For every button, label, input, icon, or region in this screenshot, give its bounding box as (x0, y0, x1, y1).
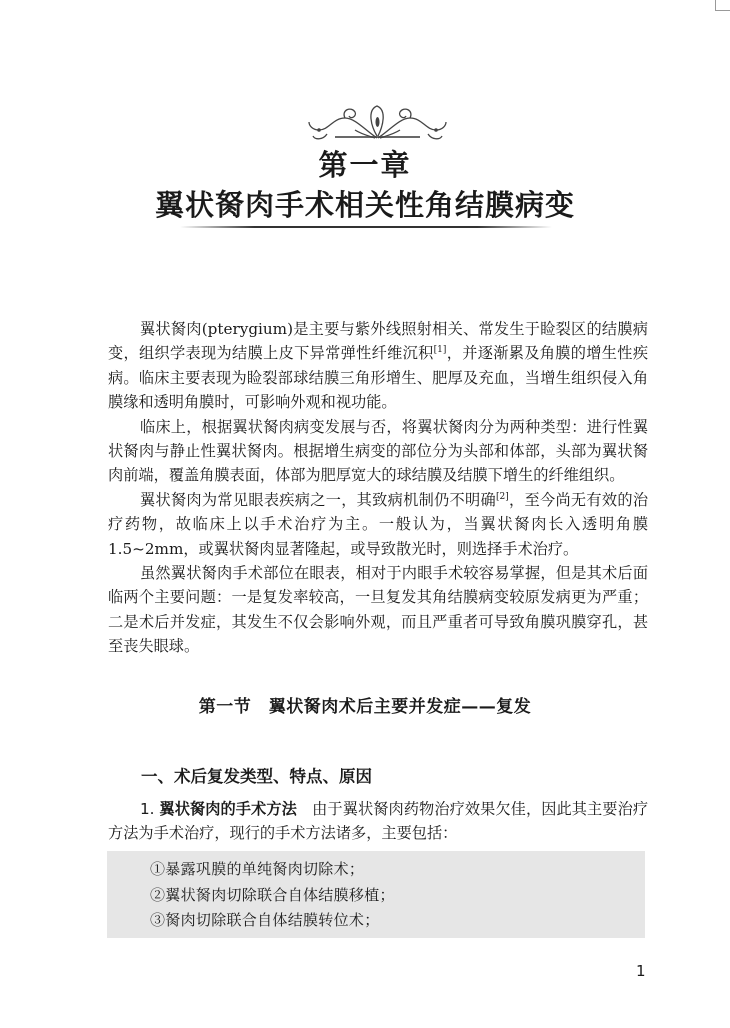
citation-ref[interactable]: [1] (433, 345, 447, 356)
body-text (108, 317, 648, 659)
paragraph-complications: 虽然翼状胬肉手术部位在眼表，相对于内眼手术较容易掌握，但是其术后面临两个主要问题：一是复发率较高，一旦复发其角结膜病变较原发病更为严重；二是术后并发症，其发生不仅会影响外观，而且严重者可导致角膜巩膜穿孔，甚至丧失眼球。 (108, 564, 648, 656)
methods-text: 由于翼状胬肉药物治疗效果欠佳，因此其主要治疗方法为手术治疗，现行的手术方法诸多，主要包括： (108, 800, 649, 843)
methods-label: 翼状胬肉的手术方法 (159, 800, 297, 818)
paragraph-text: ，至今尚无有效的治疗药物，故临床上以手术治疗为主。一般认为，当翼状胬肉长入透明角膜1.5~2mm，或翼状胬肉显著隆起，或导致散光时，则选择手术治疗。 (108, 490, 649, 558)
list-item: ③胬肉切除联合自体结膜转位术； (150, 911, 380, 929)
sub-heading: 一、术后复发类型、特点、原因 (141, 767, 372, 786)
chapter-number: 第一章 (318, 148, 412, 182)
title-underline (180, 226, 552, 228)
methods-list (150, 857, 395, 934)
citation-ref[interactable]: [2] (495, 491, 509, 502)
paragraph-text: 翼状胬肉(pterygium)是主要与紫外线照射相关、常发生于睑裂区的结膜病变，组织学表现为结膜上皮下异常弹性纤维沉积 (108, 320, 648, 363)
list-item: ②翼状胬肉切除联合自体结膜移植； (150, 885, 395, 904)
page-number: 1 (636, 962, 646, 980)
paragraph-classification: 临床上，根据翼状胬肉病变发展与否，将翼状胬肉分为两种类型：进行性翼状胬肉与静止性翼状胬肉。根据增生病变的部位分为头部和体部，头部为翼状胬肉前端，覆盖角膜表面，体部为肥厚宽大的球结膜及结膜下增生的纤维组织。 (108, 417, 648, 485)
methods-paragraph (108, 797, 648, 846)
chapter-title: 翼状胬肉手术相关性角结膜病变 (154, 188, 575, 222)
section-heading: 第一节 翼状胬肉术后主要并发症——复发 (198, 697, 532, 717)
paragraph-text: 翼状胬肉为常见眼表疾病之一，其致病机制仍不明确 (140, 490, 496, 509)
list-item: ①暴露巩膜的单纯胬肉切除术； (150, 860, 365, 878)
methods-number: 1. (140, 800, 155, 818)
paragraph-treatment (108, 488, 648, 561)
paragraph-intro (108, 317, 648, 415)
methods-intro (108, 797, 648, 846)
paragraph-text: ，并逐渐累及角膜的增生性疾病。临床主要表现为睑裂部球结膜三角形增生、肥厚及充血，当增生组织侵入角膜缘和透明角膜时，可影响外观和视功能。 (108, 344, 649, 412)
crop-mark (715, 0, 730, 11)
ornament-flourish-icon (305, 100, 450, 144)
